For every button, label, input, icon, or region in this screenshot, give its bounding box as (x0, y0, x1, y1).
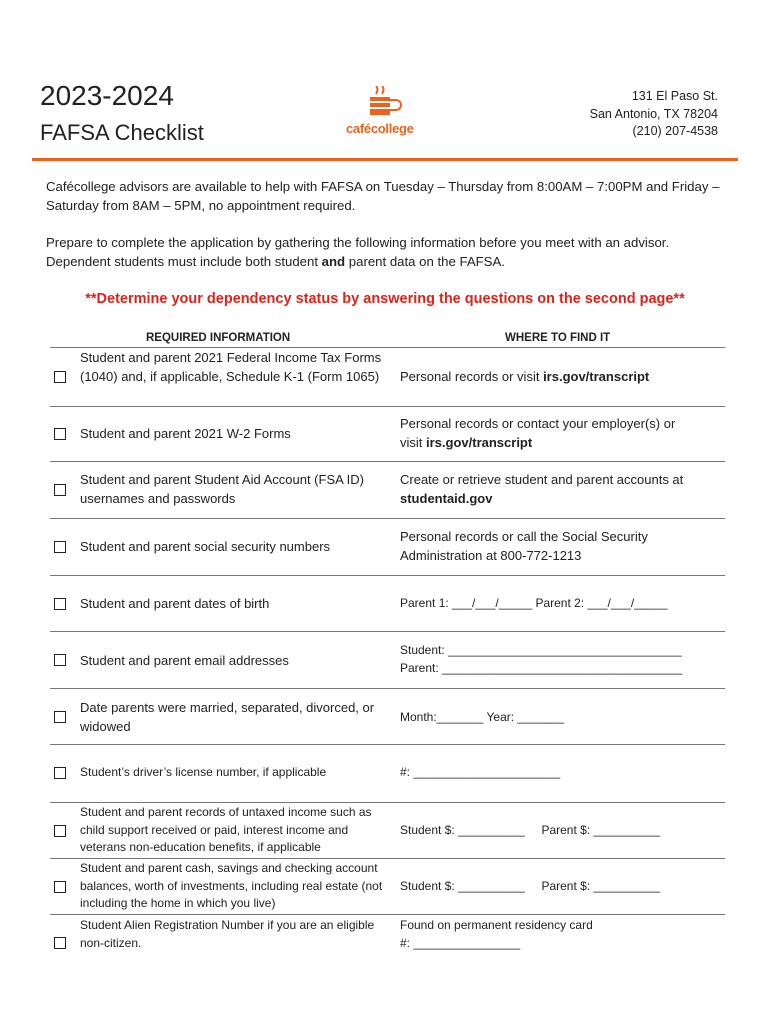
header-divider (32, 158, 738, 161)
required-info: Student and parent email addresses (80, 653, 289, 668)
checkbox[interactable] (54, 881, 66, 893)
logo-text-1: café (346, 121, 371, 136)
where-text: Create or retrieve student and parent accounts at (400, 472, 684, 487)
dependency-warning: **Determine your dependency status by answering the questions on the second page** (85, 291, 685, 307)
intro-p2-a: Prepare to complete the application by gathering the following information before you meet with an advisor. Dependent students must include both student (46, 235, 670, 269)
where-to-find (400, 414, 700, 452)
where-parent-line: Parent: ____________________________________ (400, 660, 683, 675)
where-to-find (400, 917, 730, 952)
address-city: San Antonio, TX 78204 (589, 106, 718, 121)
where-to-find (400, 709, 730, 727)
table-row (50, 689, 725, 744)
table-row (50, 462, 725, 517)
where-to-find (400, 822, 730, 840)
required-info: Student’s driver’s license number, if applicable (80, 765, 327, 779)
table-row (50, 632, 725, 688)
checkbox[interactable] (54, 767, 66, 779)
required-info: Student and parent social security numbers (80, 539, 331, 554)
where-text: Parent 1: ___/___/_____ Parent 2: ___/___/_____ (400, 596, 668, 610)
address-street: 131 El Paso St. (631, 89, 718, 103)
intro-p2-bold: and (321, 254, 346, 269)
intro-hours-paragraph: Cafécollege advisors are available to help with FAFSA on Tuesday – Thursday from 8:00AM – 7:00PM and Friday – Saturday from 8AM – 5PM, no appointment required. (46, 179, 720, 213)
where-link-text: irs.gov/transcript (426, 435, 533, 450)
column-header-required: REQUIRED INFORMATION (146, 332, 291, 344)
logo-text-2: college (370, 121, 414, 136)
required-info: Student and parent cash, savings and checking account balances, worth of investments, including real estate (not including the home in which you live) (80, 861, 383, 910)
checkbox[interactable] (54, 711, 66, 723)
where-to-find (400, 527, 690, 565)
where-student-line: Student: ___________________________________ (400, 643, 682, 657)
checkbox[interactable] (54, 484, 66, 496)
checkbox[interactable] (54, 428, 66, 440)
table-row (50, 915, 725, 955)
table-row (50, 519, 725, 574)
table-row (50, 745, 725, 802)
required-info: Student and parent dates of birth (80, 596, 270, 611)
intro-p2-b: parent data on the FAFSA. (345, 254, 505, 269)
where-text: Personal records or contact your employer(s) or visit (400, 416, 676, 450)
where-to-find (400, 595, 730, 613)
logo-wordmark (346, 121, 414, 136)
table-row (50, 859, 725, 914)
required-info: Date parents were married, separated, divorced, or widowed (80, 700, 375, 734)
address-block (590, 88, 718, 141)
required-info: Student Alien Registration Number if you are an eligible non-citizen. (80, 918, 375, 950)
checkbox[interactable] (54, 654, 66, 666)
required-info: Student and parent 2021 W-2 Forms (80, 426, 291, 441)
checkbox[interactable] (54, 371, 66, 383)
where-to-find (400, 878, 730, 896)
required-info: Student and parent records of untaxed income such as child support received or paid, interest income and veterans non-education benefits, if applicable (80, 805, 372, 854)
where-link-text: studentaid.gov (400, 491, 493, 506)
checkbox[interactable] (54, 598, 66, 610)
where-to-find (400, 764, 730, 782)
column-header-where: WHERE TO FIND IT (505, 332, 611, 344)
where-text: Month:_______ Year: _______ (400, 710, 565, 724)
where-text: Student $: __________ Parent $: __________ (400, 823, 661, 837)
checkbox[interactable] (54, 825, 66, 837)
where-text: Student $: __________ Parent $: __________ (400, 879, 661, 893)
required-info: Student and parent Student Aid Account (FSA ID) usernames and passwords (80, 472, 365, 506)
where-to-find (400, 470, 730, 508)
checkbox[interactable] (54, 541, 66, 553)
where-link-text: irs.gov/transcript (543, 369, 650, 384)
checkbox[interactable] (54, 937, 66, 949)
where-text: #: ______________________ (400, 765, 561, 779)
document-title: FAFSA Checklist (40, 120, 204, 145)
where-to-find (400, 367, 730, 386)
where-number-line: #: ________________ (400, 935, 521, 950)
where-residency-line: Found on permanent residency card (400, 918, 593, 932)
document-year: 2023-2024 (40, 80, 174, 111)
where-text: Personal records or call the Social Security Administration at 800-772-1213 (400, 529, 648, 563)
where-text: Personal records or visit (400, 369, 544, 384)
table-row (50, 348, 725, 406)
table-row (50, 803, 725, 858)
intro-prepare-paragraph (46, 233, 736, 271)
address-phone: (210) 207-4538 (632, 124, 718, 138)
table-row (50, 407, 725, 461)
required-info: Student and parent 2021 Federal Income Tax Forms (1040) and, if applicable, Schedule K-1 (Form 1065) (80, 350, 382, 384)
where-to-find (400, 642, 730, 677)
table-row (50, 576, 725, 631)
